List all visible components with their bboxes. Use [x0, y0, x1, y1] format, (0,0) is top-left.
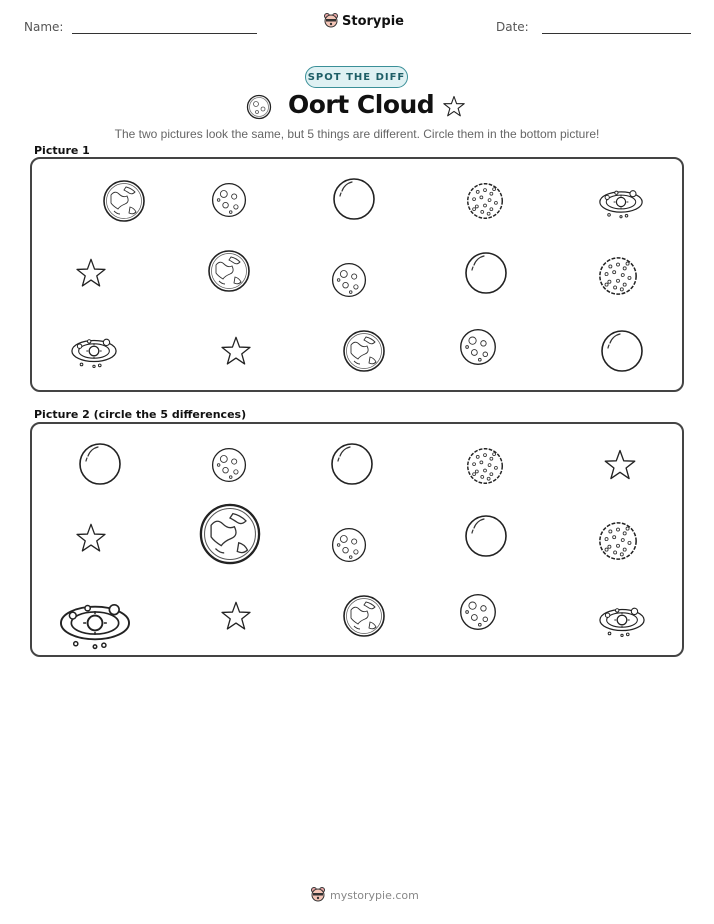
picture-2-rock-icon[interactable] [465, 446, 505, 491]
name-label: Name: [24, 20, 64, 34]
picture-1-planet-icon[interactable] [342, 329, 386, 378]
picture-2-system-icon[interactable] [58, 586, 132, 665]
picture-2-rock-icon[interactable] [597, 520, 639, 567]
picture-1-planet-icon[interactable] [102, 179, 146, 228]
picture-2-bubble-icon[interactable] [330, 442, 374, 491]
picture-2-label: Picture 2 (circle the 5 differences) [34, 408, 247, 421]
picture-2-frame[interactable] [30, 422, 684, 657]
picture-1-bubble-icon[interactable] [332, 177, 376, 226]
date-line[interactable] [542, 33, 691, 34]
brand-name: Storypie [342, 13, 404, 29]
picture-2-bubble-icon[interactable] [78, 442, 122, 491]
moon-icon [246, 94, 272, 120]
picture-1-star-icon[interactable] [72, 255, 110, 298]
picture-2-star-icon[interactable] [217, 598, 255, 641]
picture-1-bubble-icon[interactable] [464, 251, 508, 300]
picture-1-moon-icon[interactable] [458, 327, 498, 372]
picture-2-moon-icon[interactable] [330, 526, 368, 569]
spot-the-diff-badge: SPOT THE DIFF [305, 66, 408, 88]
date-label: Date: [496, 20, 529, 34]
picture-2-moon-icon[interactable] [210, 446, 248, 489]
star-icon [442, 95, 466, 119]
picture-2-system-icon[interactable] [598, 596, 646, 649]
picture-1-rock-icon[interactable] [597, 255, 639, 302]
picture-2-star-icon[interactable] [72, 520, 110, 563]
page-title: Oort Cloud [288, 90, 435, 119]
picture-1-system-icon[interactable] [70, 327, 118, 380]
picture-1-frame[interactable] [30, 157, 684, 392]
picture-2-planet-icon[interactable] [342, 594, 386, 643]
picture-2-planet-icon[interactable] [198, 502, 262, 571]
brand-logo [323, 12, 404, 30]
picture-1-system-icon[interactable] [598, 179, 644, 230]
footer-url: mystorypie.com [330, 888, 419, 902]
picture-1-star-icon[interactable] [217, 333, 255, 376]
picture-2-bubble-icon[interactable] [464, 514, 508, 563]
picture-1-moon-icon[interactable] [210, 181, 248, 224]
picture-2-star-icon[interactable] [600, 446, 640, 491]
name-line[interactable] [72, 33, 257, 34]
picture-1-bubble-icon[interactable] [600, 329, 644, 378]
picture-1-rock-icon[interactable] [465, 181, 505, 226]
picture-1-moon-icon[interactable] [330, 261, 368, 304]
picture-2-moon-icon[interactable] [458, 592, 498, 637]
picture-1-planet-icon[interactable] [207, 249, 251, 298]
instructions: The two pictures look the same, but 5 things are different. Circle them in the bottom picture! [114, 127, 600, 141]
picture-1-label: Picture 1 [34, 144, 90, 157]
bear-icon [323, 12, 339, 30]
footer [310, 886, 419, 904]
bear-icon [310, 886, 326, 904]
